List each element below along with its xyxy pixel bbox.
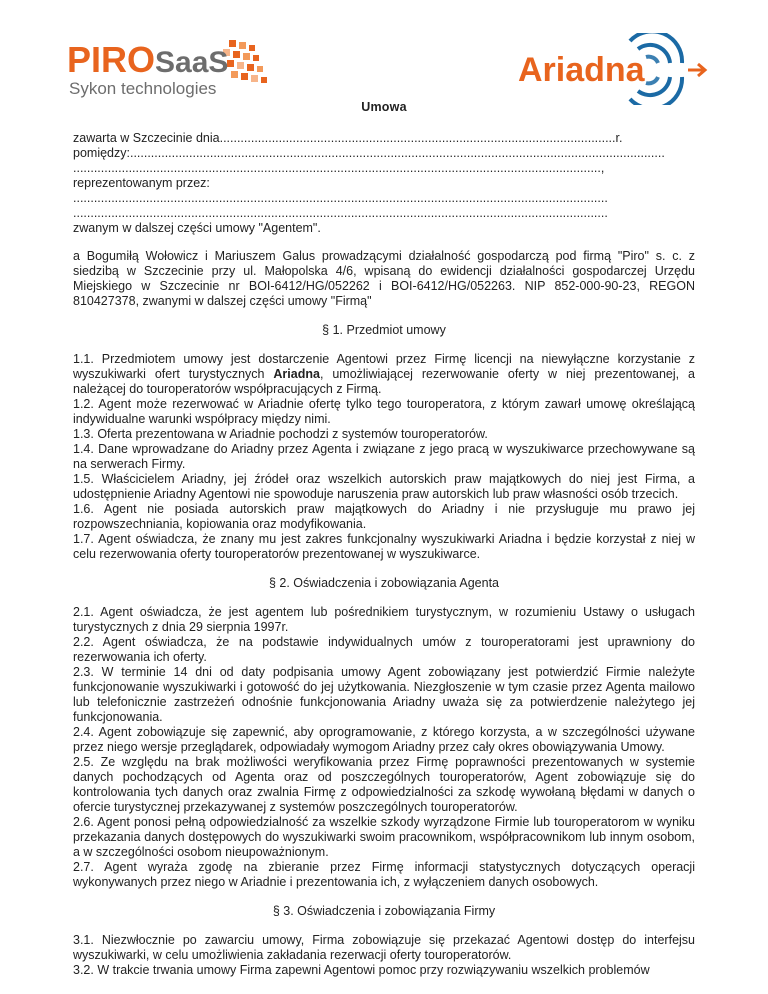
clause-text: , umożliwiającej rezerwowanie oferty w niej prezentowanej, a należącej do touroperatorów współpracujących z Firmą. <box>73 367 696 396</box>
clause: 1.7. Agent oświadcza, że znany mu jest zakres funkcjonalny wyszukiwarki Ariadna i będzie korzystał z niej w celu rezerwowania oferty touroperatorów prezentowanej w wyszukiwarce. <box>73 532 695 561</box>
clause: 2.4. Agent zobowiązuje się zapewnić, aby oprogramowanie, z którego korzysta, a w szczególności używane przez niego wersje przeglądarek, odpowiadały wymogom Ariadny przez cały okres obowiązywania Umowy. <box>73 725 695 754</box>
clause: 3.2. W trakcie trwania umowy Firma zapewni Agentowi pomoc przy rozwiązywaniu wszelkich problemów <box>73 963 650 977</box>
header-line: zwanym w dalszej części umowy "Agentem". <box>73 221 321 235</box>
clause: 2.2. Agent oświadcza, że na podstawie indywidualnych umów z touroperatorami jest uprawniony do rezerwowania ich oferty. <box>73 635 695 664</box>
section-heading: § 2. Oświadczenia i zobowiązania Agenta <box>268 576 499 590</box>
piro-saas-logo-graphic <box>67 36 287 98</box>
header-line: .......................................................................................................................................................... <box>73 191 608 205</box>
header-line: ........................................................................................................................................................, <box>73 161 605 175</box>
clause: 2.1. Agent oświadcza, że jest agentem lub pośrednikiem turystycznym, w rozumieniu Ustawy o usługach turystycznych z dnia 29 sierpnia 1997r. <box>73 605 695 634</box>
clause: 3.1. Niezwłocznie po zawarciu umowy, Firma zobowiązuje się przekazać Agentowi dostęp do interfejsu wyszukiwarki, w celu umożliwienia zakładania rezerwacji oferty touroperatorów. <box>73 933 695 962</box>
clause: 1.3. Oferta prezentowana w Ariadnie pochodzi z systemów touroperatorów. <box>73 427 488 441</box>
section-heading: § 1. Przedmiot umowy <box>322 323 446 337</box>
party-paragraph: a Bogumiłą Wołowicz i Mariuszem Galus prowadzącymi działalność gospodarczą pod firmą "Piro" s. c. z siedzibą w Szczecinie przy ul. Małopolska 4/6, wpisaną do ewidencji działalności gospodarczej Urzędu Miejskiego w Szczecinie nr BOI-6412/HG/052262 i BOI-6412/HG/052263. NIP 852-000-90-23, REGON 810427378, zwanymi w dalszej części umowy "Firmą" <box>73 249 695 308</box>
sykon-tagline: Sykon technologies <box>69 79 217 98</box>
clause-bold: Ariadna <box>273 367 320 381</box>
document-title: Umowa <box>361 100 407 114</box>
ariadna-logo-graphic <box>512 33 712 105</box>
clause <box>73 352 695 397</box>
header-line: pomiędzy:.......................................................................................................................................................... <box>73 146 665 160</box>
header-line: reprezentowanym przez: <box>73 176 210 190</box>
arrow-icon <box>688 64 705 76</box>
piro-saas-logo <box>67 36 287 98</box>
header-line: zawarta w Szczecinie dnia..................................................................................................................r. <box>73 131 623 145</box>
ariadna-text: Ariadna <box>518 51 645 89</box>
piro-text: PIRO <box>67 39 156 80</box>
clause: 2.5. Ze względu na brak możliwości weryfikowania przez Firmę poprawności prezentowanych w systemie danych pochodzących od Agenta oraz od poszczególnych touroperatorów, Agent zobowiązuje się do kontrolowania tych danych oraz zwalnia Firmę z odpowiedzialności za szkodę wywołaną błędami w danych o ofercie turystycznej przekazywanej z systemów poszczególnych touroperatorów. <box>73 755 695 814</box>
clause: 1.4. Dane wprowadzane do Ariadny przez Agenta i związane z jego pracą w wyszukiwarce przechowywane są na serwerach Firmy. <box>73 442 695 471</box>
header-line: .......................................................................................................................................................... <box>73 206 608 220</box>
section-heading: § 3. Oświadczenia i zobowiązania Firmy <box>272 904 496 918</box>
clause-text: 1.1. Przedmiotem umowy jest dostarczenie Agentowi przez Firmę licencji na niewyłączne korzystanie z wyszukiwarki ofert turystycznych <box>73 352 695 381</box>
header-block <box>73 131 695 236</box>
clause: 2.7. Agent wyraża zgodę na zbieranie przez Firmę informacji statystycznych dotyczących operacji wykonywanych przez niego w Ariadnie i prezentowania ich, z wyłączeniem danych osobowych. <box>73 860 695 889</box>
clause: 1.5. Właścicielem Ariadny, jej źródeł oraz wszelkich autorskich praw majątkowych do niej jest Firma, a udostępnienie Ariadny Agentowi nie spowoduje naruszenia praw autorskich lub praw własności osób trzecich. <box>73 472 695 501</box>
clause: 1.6. Agent nie posiada autorskich praw majątkowych do Ariadny i nie przysługuje mu prawo jej rozpowszechniania, kopiowania oraz modyfikowania. <box>73 502 695 531</box>
saas-text: SaaS <box>155 46 229 79</box>
contract-document <box>73 100 695 978</box>
clause: 2.6. Agent ponosi pełną odpowiedzialność za wszelkie szkody wyrządzone Firmie lub touroperatorom w wyniku przekazania danych dostępowych do wyszukiwarki swoim pracownikom, współpracownikom lub innym osobom, a w szczególności osobom nieupoważnionym. <box>73 815 695 859</box>
clause: 1.2. Agent może rezerwować w Ariadnie ofertę tylko tego touroperatora, z którym zawarł umowę określającą indywidualne warunki współpracy między nimi. <box>73 397 695 426</box>
ariadna-logo <box>512 33 712 105</box>
clause: 2.3. W terminie 14 dni od daty podpisania umowy Agent zobowiązany jest potwierdzić Firmie należyte funkcjonowanie wyszukiwarki i gotowość do jej użytkowania. Niezgłoszenie w tym czasie przez Agenta mailowo lub telefonicznie zastrzeżeń odnośnie funkcjonowania Ariadny uważa się za potwierdzenie należytego jej funkcjonowania. <box>73 665 695 724</box>
